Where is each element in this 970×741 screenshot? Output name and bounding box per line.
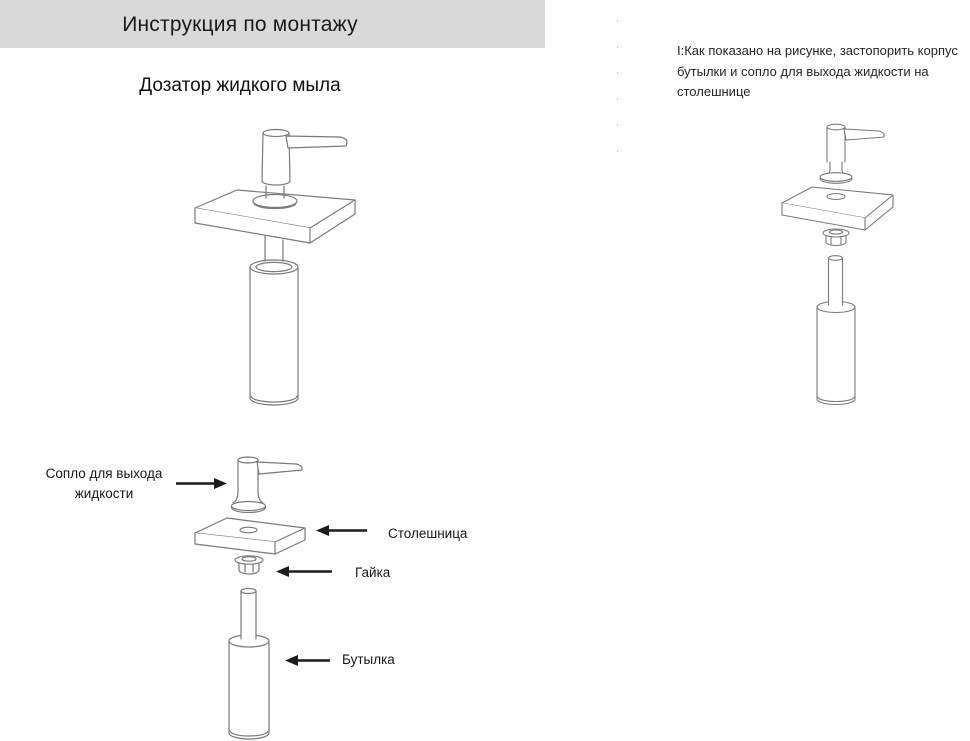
column-divider	[617, 20, 618, 162]
arrow-left-icon	[275, 563, 334, 579]
arrow-right-icon	[174, 475, 228, 491]
exploded-view-drawing-right	[775, 120, 905, 412]
assembled-dispenser-drawing	[180, 118, 365, 418]
exploded-view-drawing-left	[190, 452, 320, 741]
step-instruction-text: I:Как показано на рисунке, застопорить корпус бутылки и сопло для выхода жидкости на столешнице	[677, 43, 958, 99]
arrow-left-icon	[315, 522, 369, 538]
arrow-left-icon	[284, 652, 332, 668]
label-nozzle: Сопло для выхода жидкости	[45, 466, 163, 501]
page-title: Инструкция по монтажу	[122, 13, 358, 36]
label-bottle: Бутылка	[342, 652, 395, 667]
label-countertop: Столешница	[388, 526, 468, 541]
product-title: Дозатор жидкого мыла	[139, 75, 341, 96]
label-nut: Гайка	[355, 565, 391, 580]
